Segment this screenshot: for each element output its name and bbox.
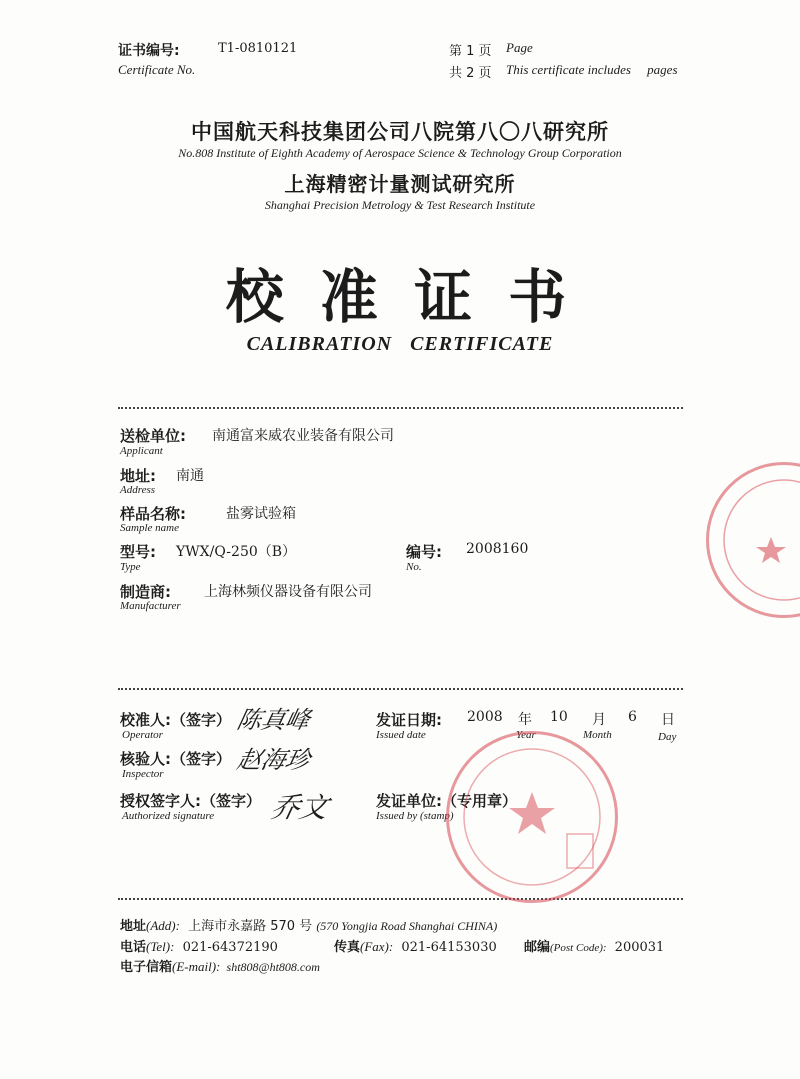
applicant-label: 送检单位: (120, 427, 186, 445)
seal-star-icon (709, 465, 800, 615)
manufacturer-value: 上海林频仪器设备有限公司 (204, 584, 372, 600)
footer-fax-value: 021-64153030 (401, 940, 497, 955)
footer-email-label-en: (E-mail): (172, 959, 221, 974)
cert-no-label-en: Certificate No. (118, 62, 196, 77)
footer-tel-value: 021-64372190 (182, 940, 278, 955)
footer-address-value: 上海市永嘉路 570 号 (188, 919, 313, 934)
year-label-en: Year (516, 729, 536, 741)
sample-value: 盐雾试验箱 (226, 506, 296, 522)
issued-by-label: 发证单位:（专用章） (376, 792, 517, 810)
page-label-en: Page (506, 40, 533, 55)
page-label: 第 1 页 (449, 44, 492, 59)
operator-label-en: Operator (122, 729, 163, 741)
authorized-signature: 乔文 (268, 791, 332, 824)
address-label: 地址: (120, 467, 156, 485)
issued-month: 10 (550, 709, 568, 725)
inspector-label: 核验人:（签字） (120, 750, 231, 768)
day-label-en: Day (658, 731, 677, 743)
seal-star-icon (449, 734, 615, 900)
footer-tel (120, 936, 278, 955)
address-value: 南通 (176, 468, 204, 484)
institute-seal-stamp (706, 462, 800, 618)
footer-email-value: sht808@ht808.com (226, 960, 320, 974)
footer-tel-label: 电话 (120, 940, 147, 955)
divider-middle (118, 688, 683, 690)
footer-fax-label-en: (Fax): (360, 939, 394, 954)
footer-address (120, 915, 497, 934)
footer-postcode (524, 936, 664, 955)
issued-date-label-en: Issued date (376, 729, 426, 741)
type-label: 型号: (120, 543, 156, 561)
total-pages-label-en: This certificate includes pages (506, 62, 678, 77)
type-label-en: Type (120, 561, 141, 573)
footer-post-label-en: (Post Code): (550, 942, 607, 954)
total-pages-label: 共 2 页 (449, 66, 492, 81)
cert-no-value: T1-0810121 (218, 41, 298, 56)
footer-email-label: 电子信箱 (120, 960, 173, 975)
divider-top (118, 407, 683, 409)
org-name-en: No.808 Institute of Eighth Academy of Aerospace Science & Technology Group Corporation (178, 146, 622, 160)
institute-name-en: Shanghai Precision Metrology & Test Research Institute (264, 198, 536, 212)
issued-date-label: 发证日期: (376, 711, 442, 729)
title-en: CALIBRATION CERTIFICATE (246, 333, 554, 355)
month-label-en: Month (583, 729, 612, 741)
day-char: 日 (661, 712, 675, 728)
month-char: 月 (592, 712, 606, 728)
org-name-cn: 中国航天科技集团公司八院第八〇八研究所 (191, 120, 609, 144)
authorized-label: 授权签字人:（签字） (120, 792, 261, 810)
issued-by-label-en: Issued by (stamp) (376, 810, 454, 822)
operator-label: 校准人:（签字） (120, 711, 231, 729)
issued-year: 2008 (467, 709, 503, 725)
authorized-label-en: Authorized signature (122, 810, 215, 822)
footer-address-label: 地址 (120, 919, 147, 934)
manufacturer-label-en: Manufacturer (120, 600, 181, 612)
footer-address-value-en: (570 Yongjia Road Shanghai CHINA) (316, 919, 498, 933)
applicant-value: 南通富来威农业装备有限公司 (212, 428, 394, 444)
serial-no-label-en: No. (406, 561, 422, 573)
footer-email (120, 956, 320, 975)
footer-fax-label: 传真 (334, 940, 361, 955)
institute-name-cn: 上海精密计量测试研究所 (284, 172, 516, 196)
sample-label-en: Sample name (120, 522, 179, 534)
operator-signature: 陈真峰 (234, 706, 313, 734)
footer-tel-label-en: (Tel): (146, 939, 175, 954)
serial-no-label: 编号: (406, 543, 442, 561)
applicant-label-en: Applicant (120, 445, 163, 457)
footer-address-label-en: (Add): (146, 918, 180, 933)
sample-label: 样品名称: (120, 505, 186, 523)
footer-post-label: 邮编 (524, 940, 551, 955)
calibration-seal-stamp (446, 731, 618, 903)
title-cn: 校 准 证 书 (225, 263, 575, 331)
type-value: YWX/Q-250（B） (176, 544, 297, 560)
year-char: 年 (518, 712, 532, 728)
cert-no-label: 证书编号: (118, 43, 180, 59)
address-label-en: Address (120, 484, 156, 496)
issued-day: 6 (628, 709, 637, 725)
inspector-signature: 赵海珍 (234, 746, 313, 774)
footer-fax (334, 936, 497, 955)
inspector-label-en: Inspector (122, 768, 164, 780)
manufacturer-label: 制造商: (120, 583, 171, 601)
serial-no-value: 2008160 (466, 541, 529, 557)
footer-post-value: 200031 (614, 940, 665, 955)
